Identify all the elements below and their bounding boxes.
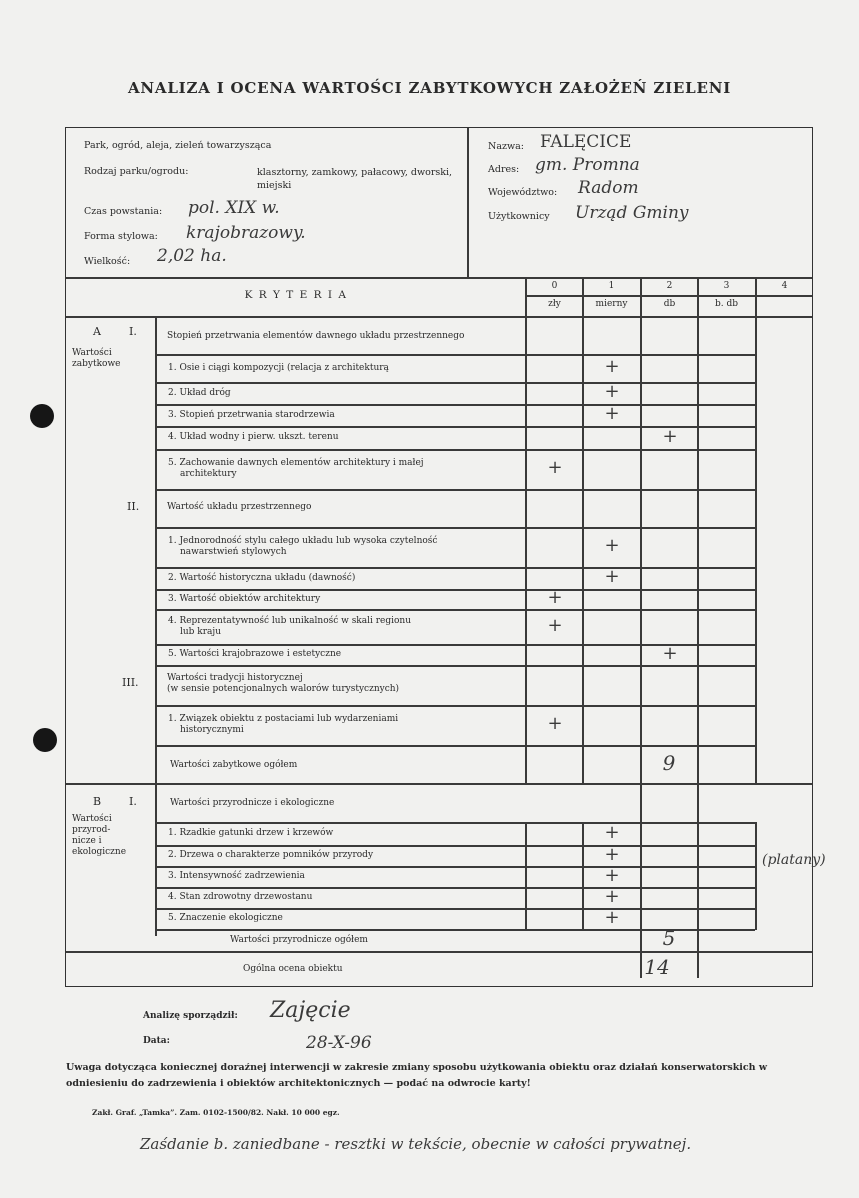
criteria-item bbox=[168, 410, 335, 421]
printer-info: Zakł. Graf. „Tamka”. Zam. 0102-1500/82. Nakł. 10 000 egz. bbox=[92, 1108, 340, 1117]
section-b-letter: B bbox=[93, 795, 102, 808]
criteria-item bbox=[168, 458, 424, 480]
score-number-4: 4 bbox=[781, 281, 788, 291]
criteria-label: K R Y T E R I A bbox=[244, 289, 348, 301]
users-label: Użytkownicy bbox=[488, 211, 550, 222]
section-b-label-line4: ekologiczne bbox=[72, 847, 127, 857]
criteria-item bbox=[168, 573, 355, 584]
size-label: Wielkość: bbox=[84, 256, 131, 267]
score-mark: + bbox=[547, 457, 563, 478]
date-value: 28-X-96 bbox=[306, 1033, 372, 1053]
score-number-2: 2 bbox=[666, 281, 673, 291]
analysis-label: Analizę sporządził: bbox=[143, 1011, 238, 1021]
score-mark: + bbox=[604, 381, 620, 402]
handwritten-note: Zaśdanie b. zaniedbane - resztki w tekście, obecnie w całości prywatnej. bbox=[140, 1135, 692, 1153]
kind-label: Rodzaj parku/ogrodu: bbox=[84, 166, 189, 177]
a-total-value: 9 bbox=[662, 751, 676, 775]
section-b-label-line3: nicze i bbox=[72, 836, 102, 846]
criteria-item-line1: 1. Związek obiektu z postaciami lub wydarzeniami bbox=[168, 714, 399, 724]
section-b-label-line1: Wartości bbox=[72, 814, 112, 824]
criteria-item bbox=[168, 432, 339, 443]
kind-options-line2: miejski bbox=[257, 180, 292, 191]
criteria-item-line1: 3. Intensywność zadrzewienia bbox=[168, 871, 305, 881]
period-label: Czas powstania: bbox=[84, 206, 163, 217]
b-total-label: Wartości przyrodnicze ogółem bbox=[230, 935, 368, 945]
section-a3-title-line1: Wartości tradycji historycznej bbox=[167, 673, 303, 683]
a-total-label: Wartości zabytkowe ogółem bbox=[170, 760, 298, 770]
criteria-item bbox=[168, 850, 373, 861]
punch-hole-bottom bbox=[33, 728, 57, 752]
criteria-item-line1: 3. Stopień przetrwania starodrzewia bbox=[168, 409, 335, 420]
criteria-item bbox=[168, 871, 305, 882]
criteria-item-line1: 1. Rzadkie gatunki drzew i krzewów bbox=[168, 828, 334, 838]
section-b-label-line2: przyrod- bbox=[72, 825, 111, 835]
score-desc-0: zły bbox=[548, 299, 561, 309]
section-a3-title-line2: (w sensie potencjonalnych walorów turystycznych) bbox=[167, 684, 400, 694]
score-mark: + bbox=[604, 885, 620, 907]
section-a-letter: A bbox=[93, 325, 101, 338]
criteria-item bbox=[168, 536, 437, 558]
side-note: (platany) bbox=[762, 852, 826, 868]
criteria-item-line1: 5. Znaczenie ekologiczne bbox=[168, 913, 283, 923]
analysis-signature: Zajęcie bbox=[270, 998, 351, 1023]
score-number-0: 0 bbox=[551, 281, 558, 291]
section-a3-title bbox=[167, 673, 399, 695]
criteria-item-line1: 3. Wartość obiektów architektury bbox=[168, 593, 321, 604]
section-a2-title: Wartość układu przestrzennego bbox=[167, 502, 312, 512]
criteria-item-line2: historycznymi bbox=[180, 725, 244, 735]
criteria-item-line1: 2. Wartość historyczna układu (dawność) bbox=[168, 572, 356, 583]
period-value: pol. XIX w. bbox=[188, 198, 280, 218]
criteria-item bbox=[168, 388, 231, 399]
criteria-item-line1: 2. Układ dróg bbox=[168, 387, 231, 398]
criteria-item-line2: architektury bbox=[180, 469, 237, 479]
warning-note: Uwaga dotycząca koniecznej doraźnej interwencji w zakresie zmiany sposobu użytkowania obiektu oraz działań konserwatorskich w odniesieniu do zadrzewienia i obiektów architektonicznych — podać na odwrocie karty! bbox=[66, 1062, 768, 1089]
score-mark: + bbox=[547, 713, 563, 734]
criteria-item-line1: 4. Układ wodny i pierw. ukszt. terenu bbox=[168, 432, 339, 442]
users-value: Urząd Gminy bbox=[575, 203, 689, 223]
score-mark: + bbox=[547, 614, 563, 636]
style-label: Forma stylowa: bbox=[84, 231, 158, 242]
criteria-item bbox=[168, 616, 411, 638]
kind-options bbox=[257, 166, 452, 192]
criteria-item-line2: nawarstwień stylowych bbox=[180, 547, 287, 557]
criteria-item bbox=[168, 828, 333, 839]
section-a-label: Wartości zabytkowe bbox=[72, 348, 121, 369]
criteria-item bbox=[168, 913, 283, 924]
section-a1-title: Stopień przetrwania elementów dawnego układu przestrzennego bbox=[167, 331, 465, 341]
criteria-item bbox=[168, 594, 320, 605]
score-mark: + bbox=[604, 403, 620, 424]
criteria-item bbox=[168, 892, 312, 903]
voivodeship-value: Radom bbox=[578, 178, 639, 198]
name-value: FALĘCICE bbox=[540, 132, 632, 152]
criteria-item-line2: lub kraju bbox=[180, 626, 222, 637]
score-number-3: 3 bbox=[723, 281, 730, 291]
score-desc-2: db bbox=[663, 299, 676, 309]
score-mark: + bbox=[604, 535, 620, 556]
score-mark: + bbox=[604, 356, 620, 377]
page-title: ANALIZA I OCENA WARTOŚCI ZABYTKOWYCH ZAŁOŻEŃ ZIELENI bbox=[127, 79, 732, 97]
criteria-item-line1: 5. Zachowanie dawnych elementów architektury i małej bbox=[168, 458, 424, 468]
style-value: krajobrazowy. bbox=[186, 223, 306, 243]
overall-value: 14 bbox=[644, 955, 670, 979]
score-mark: + bbox=[604, 821, 620, 843]
date-label: Data: bbox=[143, 1036, 170, 1046]
criteria-item bbox=[168, 649, 341, 660]
section-b-roman: I. bbox=[129, 795, 137, 808]
kind-options-line1: klasztorny, zamkowy, pałacowy, dworski, bbox=[257, 167, 453, 178]
section-b-title: Wartości przyrodnicze i ekologiczne bbox=[170, 798, 335, 808]
criteria-item bbox=[168, 714, 398, 736]
score-mark: + bbox=[604, 566, 620, 587]
address-label: Adres: bbox=[488, 164, 520, 175]
score-mark: + bbox=[604, 864, 620, 886]
section-a2-roman: II. bbox=[127, 500, 140, 513]
criteria-item-line1: 4. Reprezentatywność lub unikalność w skali regionu bbox=[168, 615, 412, 626]
score-mark: + bbox=[604, 843, 620, 865]
score-mark: + bbox=[547, 587, 563, 608]
criteria-item-line1: 5. Wartości krajobrazowe i estetyczne bbox=[168, 649, 342, 659]
score-desc-3: b. db bbox=[714, 299, 738, 309]
criteria-item-line1: 4. Stan zdrowotny drzewostanu bbox=[168, 892, 313, 902]
voivodeship-label: Województwo: bbox=[488, 187, 558, 198]
criteria-item-line1: 1. Osie i ciągi kompozycji (relacja z architekturą bbox=[168, 362, 389, 373]
score-mark: + bbox=[604, 906, 620, 928]
name-label: Nazwa: bbox=[488, 141, 524, 152]
section-b-label bbox=[72, 814, 126, 858]
score-number-1: 1 bbox=[608, 281, 615, 291]
score-mark: + bbox=[662, 642, 678, 664]
punch-hole-top bbox=[30, 404, 54, 428]
score-mark: + bbox=[662, 425, 678, 447]
size-value: 2,02 ha. bbox=[157, 246, 227, 266]
section-a3-roman: III. bbox=[122, 676, 139, 689]
b-total-value: 5 bbox=[662, 926, 676, 950]
criteria-item bbox=[168, 363, 389, 374]
criteria-item-line1: 2. Drzewa o charakterze pomników przyrody bbox=[168, 850, 374, 860]
type-label: Park, ogród, aleja, zieleń towarzysząca bbox=[84, 140, 272, 151]
score-desc-1: mierny bbox=[595, 299, 628, 309]
address-value: gm. Promna bbox=[535, 155, 640, 175]
overall-label: Ogólna ocena obiektu bbox=[243, 964, 343, 974]
criteria-item-line1: 1. Jednorodność stylu całego układu lub wysoka czytelność bbox=[168, 536, 438, 546]
section-a1-roman: I. bbox=[129, 325, 137, 338]
